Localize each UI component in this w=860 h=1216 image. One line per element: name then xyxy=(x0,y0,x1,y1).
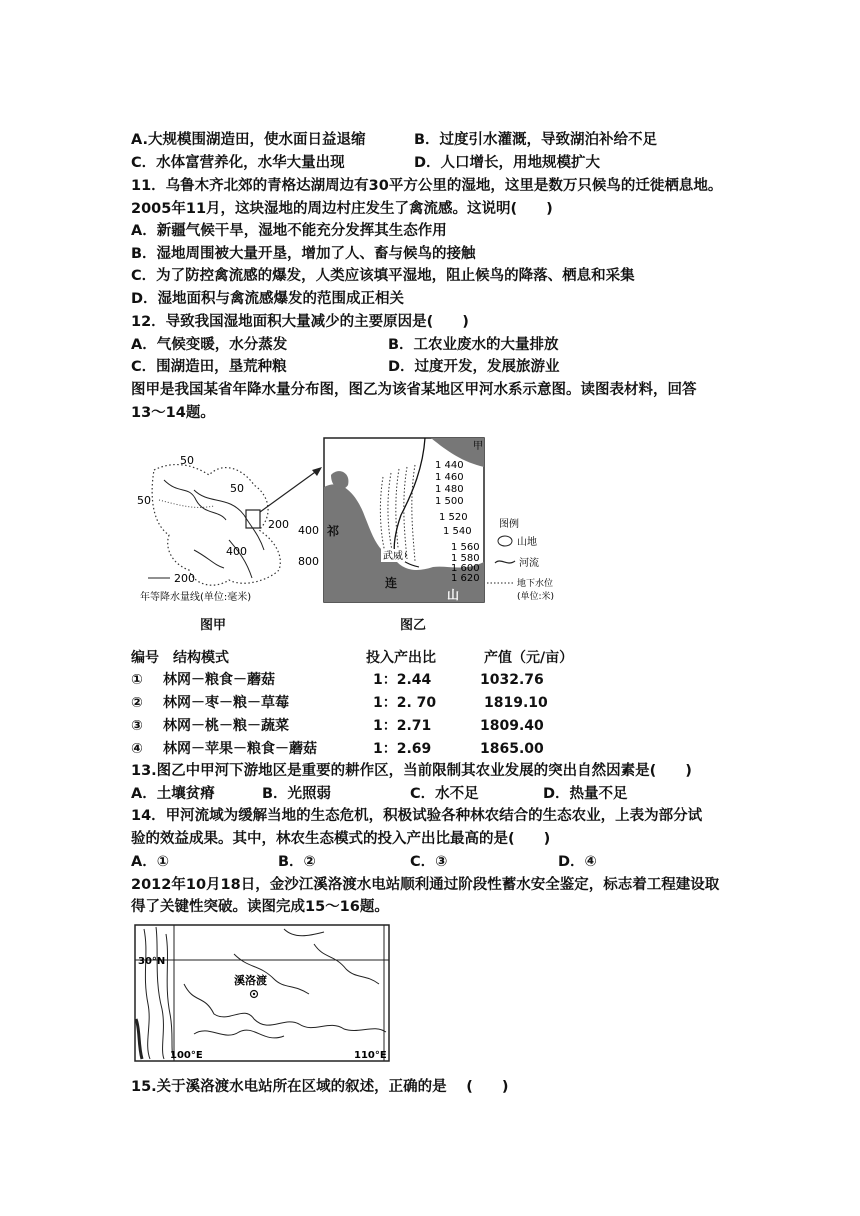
isoline-400b xyxy=(194,550,224,568)
q12-stem: 12．导致我国湿地面积大量减少的主要原因是( ) xyxy=(131,314,469,330)
contour-1480: 1 480 xyxy=(435,484,464,495)
q10-option-a: A.大规模围湖造田，使水面日益退缩 xyxy=(131,132,366,148)
legend-groundwater2: (单位:米) xyxy=(517,592,555,602)
intro-15-line2: 得了关键性突破。读图完成15～16题。 xyxy=(131,899,389,915)
iso-label-50b: 50 xyxy=(230,482,244,495)
lon-label-left: 100°E xyxy=(170,1050,203,1061)
q15-stem: 15.关于溪洛渡水电站所在区域的叙述，正确的是 ( ) xyxy=(131,1079,509,1095)
city-label: 武威 xyxy=(383,551,403,562)
q11-stem-line2: 2005年11月，这块湿地的周边村庄发生了禽流感。这说明( ) xyxy=(131,201,553,217)
legend-river-symbol xyxy=(495,561,515,563)
legend-mountain: 山地 xyxy=(517,537,537,548)
zoom-arrow xyxy=(260,470,318,512)
q10-option-b: B．过度引水灌溉，导致湖泊补给不足 xyxy=(414,132,658,148)
q14-option-c: C．③ xyxy=(410,854,448,870)
legend-text: 年等降水量线(单位:毫米) xyxy=(140,592,252,603)
q11-option-b: B．湿地周围被大量开垦，增加了人、畜与候鸟的接触 xyxy=(131,246,476,262)
contour-1560: 1 560 xyxy=(451,542,480,553)
q11-stem-line1: 11．乌鲁木齐北郊的青格达湖周边有30平方公里的湿地，这里是数万只候鸟的迁徙栖息地。 xyxy=(131,178,723,194)
station-marker-dot xyxy=(253,993,255,995)
q13-option-b: B．光照弱 xyxy=(262,786,332,802)
intro-13-line1: 图甲是我国某省年降水量分布图，图乙为该省某地区甲河水系示意图。读图表材料，回答 xyxy=(131,382,697,398)
q11-option-c: C．为了防控禽流感的爆发，人类应该填平湿地，阻止候鸟的降落、栖息和采集 xyxy=(131,268,635,284)
table-header-ratio: 投入产出比 xyxy=(366,650,436,666)
contour-1500: 1 500 xyxy=(435,496,464,507)
table-row-3-id: ③ xyxy=(131,718,143,734)
q14-stem-line1: 14．甲河流域为缓解当地的生态危机，积极试验各种林农结合的生态农业，上表为部分试 xyxy=(131,808,703,824)
q13-option-a: A．土壤贫瘠 xyxy=(131,786,215,802)
legend-mountain-symbol xyxy=(498,536,512,546)
table-row-3-ratio: 1：2.71 xyxy=(373,718,432,734)
arrow-head xyxy=(312,467,322,476)
table-row-4-ratio: 1：2.69 xyxy=(373,741,432,757)
contour-1520: 1 520 xyxy=(439,512,468,523)
q11-option-d: D．湿地面积与禽流感爆发的范围成正相关 xyxy=(131,291,405,307)
iso-label-400b: 400 xyxy=(226,545,247,558)
figure-yi-caption: 图乙 xyxy=(400,618,427,633)
q14-option-a: A．① xyxy=(131,854,169,870)
q14-stem-line2: 验的效益成果。其中，林农生态模式的投入产出比最高的是( ) xyxy=(131,831,551,847)
mountain-char-qi: 祁 xyxy=(327,524,340,538)
contour-1540: 1 540 xyxy=(443,526,472,537)
contour-1620: 1 620 xyxy=(451,573,480,584)
table-row-2-mode: 林网－枣－粮－草莓 xyxy=(163,695,289,711)
isoline-200 xyxy=(244,515,264,550)
table-header-value: 产值（元/亩） xyxy=(484,650,574,666)
contour-1580: 1 580 xyxy=(451,553,480,564)
figure-yi-river-map xyxy=(323,437,567,605)
contour-1440: 1 440 xyxy=(435,460,464,471)
table-row-4-id: ④ xyxy=(131,741,143,757)
table-row-2-value: 1819.10 xyxy=(484,695,548,711)
q11-option-a: A．新疆气候干旱，湿地不能充分发挥其生态作用 xyxy=(131,223,447,239)
mountain-char-lian: 连 xyxy=(385,576,398,590)
q14-option-b: B．② xyxy=(278,854,316,870)
intro-15-line1: 2012年10月18日，金沙江溪洛渡水电站顺利通过阶段性蓄水安全鉴定，标志着工程建设取 xyxy=(131,877,720,893)
q13-stem: 13.图乙中甲河下游地区是重要的耕作区，当前限制其农业发展的突出自然因素是( ) xyxy=(131,763,692,779)
map-xiluodu xyxy=(134,924,392,1064)
q12-option-a: A．气候变暖，水分蒸发 xyxy=(131,337,288,353)
q12-option-d: D．过度开发，发展旅游业 xyxy=(388,359,560,375)
iso-label-50c: 50 xyxy=(137,494,151,507)
river-label: 甲 xyxy=(473,441,483,452)
contour-1600: 1 600 xyxy=(451,563,480,574)
iso-label-200: 200 xyxy=(268,518,289,531)
table-row-4-mode: 林网－苹果－粮食－蘑菇 xyxy=(163,741,317,757)
table-row-1-ratio: 1：2.44 xyxy=(373,672,432,688)
contour-1460: 1 460 xyxy=(435,472,464,483)
lon-label-right: 110°E xyxy=(354,1050,387,1061)
figure-jia-precipitation-map xyxy=(134,440,324,610)
mountain-char-shan: 山 xyxy=(447,588,460,602)
province-boundary xyxy=(152,465,280,586)
legend-value: 200 xyxy=(174,572,195,585)
table-row-2-ratio: 1：2. 70 xyxy=(373,695,437,711)
figure-jia-caption: 图甲 xyxy=(200,618,227,633)
table-row-2-id: ② xyxy=(131,695,143,711)
legend-groundwater1: 地下水位 xyxy=(517,579,554,589)
q12-option-c: C．围湖造田，垦荒种粮 xyxy=(131,359,287,375)
table-header-mode: 结构模式 xyxy=(173,650,229,666)
q13-option-d: D．热量不足 xyxy=(543,786,628,802)
intro-13-line2: 13～14题。 xyxy=(131,405,215,421)
map-frame xyxy=(135,925,389,1061)
lat-label: 30°N xyxy=(138,956,166,967)
iso-label-50a: 50 xyxy=(180,454,194,467)
zoom-box xyxy=(246,510,260,528)
legend-river: 河流 xyxy=(519,558,539,569)
q14-option-d: D．④ xyxy=(558,854,597,870)
table-row-4-value: 1865.00 xyxy=(480,741,544,757)
table-row-3-value: 1809.40 xyxy=(480,718,544,734)
q12-option-b: B．工农业废水的大量排放 xyxy=(388,337,559,353)
legend-title: 图例 xyxy=(499,519,519,530)
q10-option-c: C．水体富营养化，水华大量出现 xyxy=(131,155,345,171)
iso-label-400a: 400 xyxy=(298,524,319,537)
river-dotted xyxy=(159,500,214,507)
iso-label-800: 800 xyxy=(298,555,319,568)
table-row-1-value: 1032.76 xyxy=(480,672,544,688)
table-header-id: 编号 xyxy=(131,650,159,666)
table-row-3-mode: 林网－桃－粮－蔬菜 xyxy=(163,718,289,734)
station-label: 溪洛渡 xyxy=(234,974,267,987)
q10-option-d: D．人口增长，用地规模扩大 xyxy=(414,155,601,171)
q13-option-c: C．水不足 xyxy=(410,786,479,802)
table-row-1-mode: 林网－粮食－蘑菇 xyxy=(163,672,275,688)
table-row-1-id: ① xyxy=(131,672,143,688)
